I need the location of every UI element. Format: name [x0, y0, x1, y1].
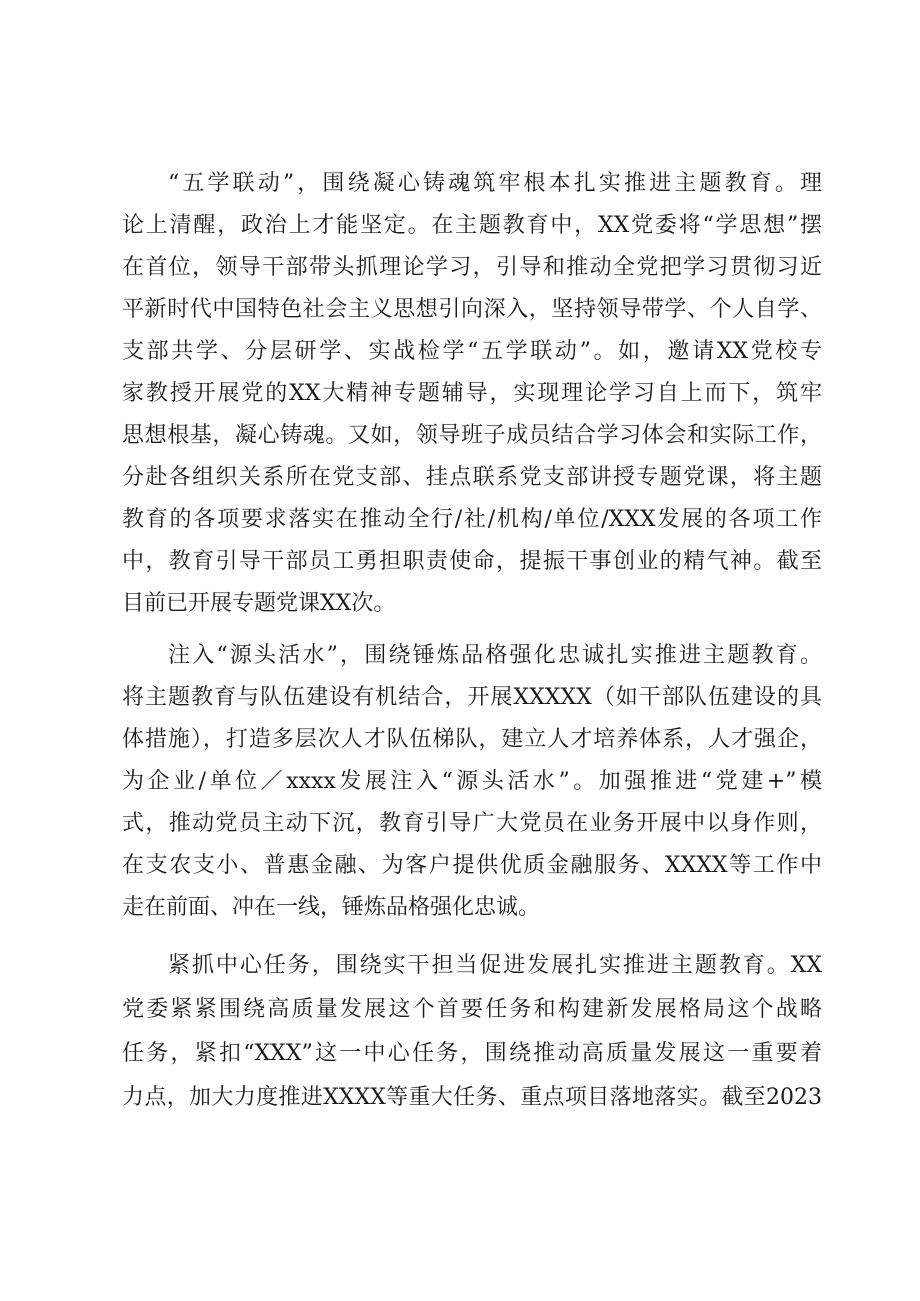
- paragraph-3-line-3: 任务，紧扣“XXX”这一中心任务，围绕推动高质量发展这一重要着: [122, 1041, 822, 1066]
- paragraph-1-line-11: 目前已开展专题党课XX次。: [122, 591, 396, 616]
- paragraph-1-line-9: 教育的各项要求落实在推动全行/社/机构/单位/XXX发展的各项工作: [122, 507, 822, 532]
- paragraph-2-line-7: 走在前面、冲在一线，锤炼品格强化忠诚。: [122, 895, 541, 920]
- paragraph-2-line-5: 式，推动党员主动下沉，教育引导广大党员在业务开展中以身作则，: [122, 811, 822, 836]
- paragraph-1-line-4: 平新时代中国特色社会主义思想引向深入，坚持领导带学、个人自学、: [122, 297, 822, 322]
- paragraph-1-line-6: 家教授开展党的XX大精神专题辅导，实现理论学习自上而下，筑牢: [122, 381, 822, 406]
- paragraph-3-line-4: 力点，加大力度推进XXXX等重大任务、重点项目落地落实。截至2023: [122, 1085, 822, 1110]
- paragraph-3-line-2: 党委紧紧围绕高质量发展这个首要任务和构建新发展格局这个战略: [122, 997, 822, 1022]
- paragraph-1-line-10: 中，教育引导干部员工勇担职责使命，提振干事创业的精气神。截至: [122, 549, 822, 574]
- paragraph-1-line-8: 分赴各组织关系所在党支部、挂点联系党支部讲授专题党课，将主题: [122, 465, 822, 490]
- paragraph-1-line-5: 支部共学、分层研学、实战检学“五学联动”。如，邀请XX党校专: [122, 339, 822, 364]
- paragraph-3-line-1: 紧抓中心任务，围绕实干担当促进发展扎实推进主题教育。XX: [168, 953, 822, 978]
- paragraph-2-line-1: 注入“源头活水”，围绕锤炼品格强化忠诚扎实推进主题教育。: [168, 643, 822, 668]
- paragraph-2-line-4: 为企业/单位／xxxx发展注入“源头活水”。加强推进“党建+”模: [122, 769, 822, 794]
- paragraph-1-line-1: “五学联动”，围绕凝心铸魂筑牢根本扎实推进主题教育。理: [168, 171, 822, 196]
- paragraph-2-line-3: 体措施），打造多层次人才队伍梯队，建立人才培养体系，人才强企，: [122, 727, 822, 752]
- paragraph-2-line-6: 在支农支小、普惠金融、为客户提供优质金融服务、XXXX等工作中: [122, 853, 822, 878]
- paragraph-1-line-3: 在首位，领导干部带头抓理论学习，引导和推动全党把学习贯彻习近: [122, 255, 822, 280]
- paragraph-1-line-7: 思想根基，凝心铸魂。又如，领导班子成员结合学习体会和实际工作，: [122, 423, 822, 448]
- paragraph-2-line-2: 将主题教育与队伍建设有机结合，开展XXXXX（如干部队伍建设的具: [122, 685, 822, 710]
- paragraph-1-line-2: 论上清醒，政治上才能坚定。在主题教育中，XX党委将“学思想”摆: [122, 213, 822, 238]
